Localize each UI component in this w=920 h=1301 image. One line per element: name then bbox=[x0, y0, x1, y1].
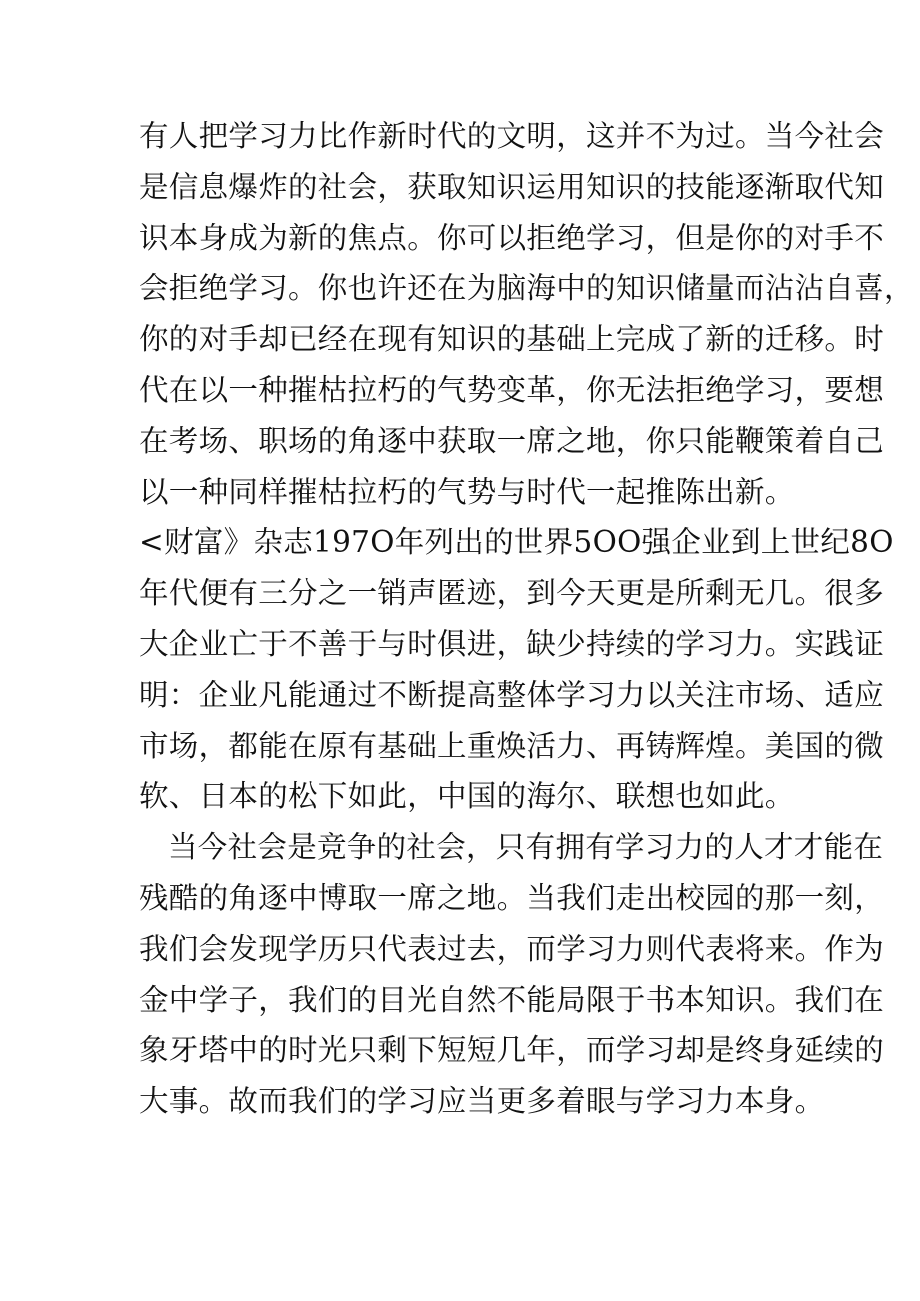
text-line: 金中学子，我们的目光自然不能局限于书本知识。我们在 bbox=[139, 982, 885, 1017]
text-line: 你的对手却已经在现有知识的基础上完成了新的迁移。时 bbox=[139, 322, 885, 357]
text-line: 大事。故而我们的学习应当更多着眼与学习力本身。 bbox=[139, 1084, 825, 1119]
text-line: 识本身成为新的焦点。你可以拒绝学习，但是你的对手不 bbox=[139, 220, 885, 255]
text-line: 大企业亡于不善于与时俱进，缺少持续的学习力。实践证 bbox=[139, 626, 885, 661]
text-line: 是信息爆炸的社会，获取知识运用知识的技能逐渐取代知 bbox=[139, 169, 885, 204]
body-text bbox=[139, 111, 914, 1127]
text-line: 代在以一种摧枯拉朽的气势变革，你无法拒绝学习，要想 bbox=[139, 372, 885, 407]
text-line: 我们会发现学历只代表过去，而学习力则代表将来。作为 bbox=[139, 931, 885, 966]
text-line: <财富》杂志197O年列出的世界5OO强企业到上世纪8O bbox=[139, 525, 894, 560]
text-line: 象牙塔中的时光只剩下短短几年，而学习却是终身延续的 bbox=[139, 1033, 885, 1068]
text-line: 残酷的角逐中博取一席之地。当我们走出校园的那一刻， bbox=[139, 880, 885, 915]
text-line: 以一种同样摧枯拉朽的气势与时代一起推陈出新。 bbox=[139, 474, 795, 509]
text-line: 明：企业凡能通过不断提高整体学习力以关注市场、适应 bbox=[139, 677, 885, 712]
text-line: 软、日本的松下如此，中国的海尔、联想也如此。 bbox=[139, 779, 795, 814]
text-line: 当今社会是竞争的社会，只有拥有学习力的人才才能在 bbox=[168, 830, 884, 865]
text-line: 在考场、职场的角逐中获取一席之地，你只能鞭策着自己 bbox=[139, 423, 885, 458]
text-line: 年代便有三分之一销声匿迹，到今天更是所剩无几。很多 bbox=[139, 576, 885, 611]
text-line: 会拒绝学习。你也许还在为脑海中的知识储量而沾沾自喜， bbox=[139, 271, 914, 306]
text-line: 有人把学习力比作新时代的文明，这并不为过。当今社会 bbox=[139, 119, 885, 153]
text-line: 市场，都能在原有基础上重焕活力、再铸辉煌。美国的微 bbox=[139, 728, 885, 763]
